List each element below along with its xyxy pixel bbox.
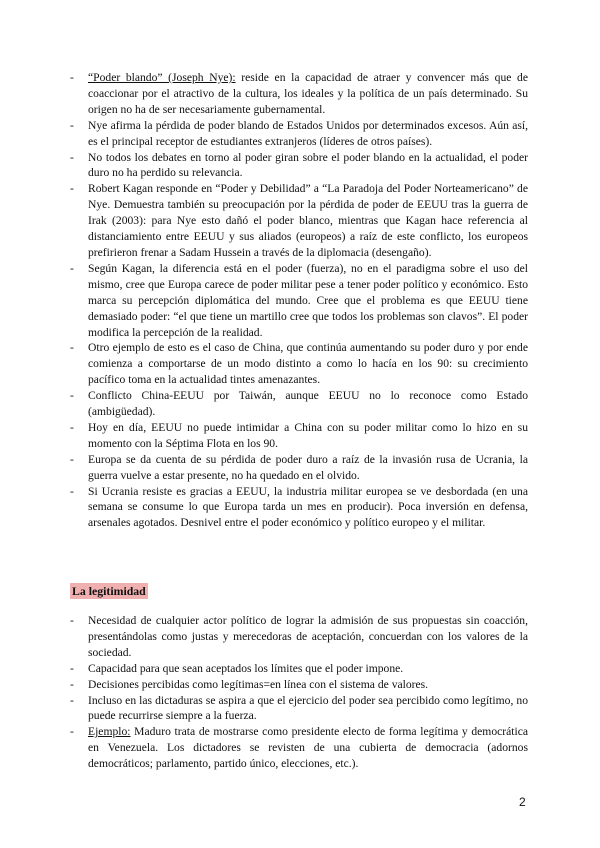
bullet-list-power <box>70 70 528 531</box>
section-heading-legitimidad: La legitimidad <box>72 584 146 598</box>
page-number: 2 <box>519 795 526 809</box>
list-item <box>70 724 528 772</box>
list-item <box>70 420 528 452</box>
item-text: Maduro trata de mostrarse como presidente electo de forma legítima y democrática en Venezuela. Los dictadores se revisten de una cubierta de democracia (adornos democráticos; parlamento, partido único, elecciones, etc.). <box>88 725 528 771</box>
list-item <box>70 340 528 388</box>
list-item <box>70 484 528 532</box>
item-text: Según Kagan, la diferencia está en el poder (fuerza), no en el paradigma sobre el uso del mismo, cree que Europa carece de poder militar pese a tener poder político y económico. Esto marca su percepción diplomática del mundo. Cree que el problema es que EEUU tiene demasiado poder: “el que tiene un martillo cree que todos los problemas son clavos”. El poder modifica la percepción de la realidad. <box>88 261 528 339</box>
list-item <box>70 261 528 341</box>
dash-bullet-icon: - <box>70 150 74 164</box>
dash-bullet-icon: - <box>70 389 74 403</box>
dash-bullet-icon: - <box>70 452 74 466</box>
dash-bullet-icon: - <box>70 420 74 434</box>
item-text: Decisiones percibidas como legítimas=en línea con el sistema de valores. <box>88 677 429 691</box>
item-text: Capacidad para que sean aceptados los límites que el poder impone. <box>88 661 404 675</box>
item-text: Hoy en día, EEUU no puede intimidar a China con su poder militar como lo hizo en su momento con la Séptima Flota en los 90. <box>88 420 528 450</box>
dash-bullet-icon: - <box>70 484 74 498</box>
dash-bullet-icon: - <box>70 261 74 275</box>
dash-bullet-icon: - <box>70 341 74 355</box>
item-lead: Ejemplo: <box>88 725 131 739</box>
item-text: Europa se da cuenta de su pérdida de poder duro a raíz de la invasión rusa de Ucrania, la guerra vuelve a estar presente, no ha quedado en el olvido. <box>88 452 528 482</box>
list-item <box>70 661 528 677</box>
list-item <box>70 70 528 118</box>
list-item <box>70 388 528 420</box>
list-item <box>70 150 528 182</box>
item-text: Conflicto China-EEUU por Taiwán, aunque EEUU no lo reconoce como Estado (ambigüedad). <box>88 389 528 419</box>
dash-bullet-icon: - <box>70 725 74 739</box>
dash-bullet-icon: - <box>70 71 74 84</box>
item-text: No todos los debates en torno al poder giran sobre el poder blando en la actualidad, el poder duro no ha perdido su relevancia. <box>88 150 528 180</box>
list-item <box>70 613 528 661</box>
item-text: Robert Kagan responde en “Poder y Debilidad” a “La Paradoja del Poder Norteamericano” de Nye. Demuestra también su preocupación por la pérdida de poder de EEUU tras la guerra de Irak (2003): para Nye esto dañó el poder blanco, mientras que Kagan hace referencia al distanciamiento entre EEUU y sus aliados (europeos) a raíz de este conflicto, los europeos prefirieron frenar a Sadam Hussein a través de la diplomacia (desengaño). <box>88 182 528 259</box>
dash-bullet-icon: - <box>70 677 74 691</box>
dash-bullet-icon: - <box>70 118 74 132</box>
item-text: Nye afirma la pérdida de poder blando de Estados Unidos por determinados excesos. Aún así, es el principal receptor de estudiantes extranjeros (líderes de otros países). <box>88 118 528 148</box>
dash-bullet-icon: - <box>70 182 74 196</box>
dash-bullet-icon: - <box>70 661 74 675</box>
list-item <box>70 181 528 261</box>
item-text: Otro ejemplo de esto es el caso de China, que continúa aumentando su poder duro y por ende comienza a comportarse de un modo distinto a como lo hacía en los 90: su crecimiento pacífico toma en la actualidad tintes amenazantes. <box>88 341 528 387</box>
list-item <box>70 452 528 484</box>
dash-bullet-icon: - <box>70 693 74 707</box>
dash-bullet-icon: - <box>70 614 74 627</box>
item-lead: “Poder blando” (Joseph Nye): <box>88 71 236 84</box>
item-text: Incluso en las dictaduras se aspira a que el ejercicio del poder sea percibido como legítimo, no puede recurrirse siempre a la fuerza. <box>88 693 528 723</box>
item-text: Si Ucrania resiste es gracias a EEUU, la industria militar europea se ve desbordada (en una semana se consume lo que Europa tarda un mes en producir). Poca inversión en defensa, arsenales agotados. Desnivel entre el poder económico y político europeo y el militar. <box>88 484 528 530</box>
list-item <box>70 118 528 150</box>
item-text: reside en la capacidad de atraer y convencer más que de coaccionar por el atractivo de la cultura, los ideales y la política de un país determinado. Su origen no ha de ser necesariamente gubernamental. <box>88 71 528 116</box>
item-text: Necesidad de cualquier actor político de lograr la admisión de sus propuestas sin coacción, presentándolas como justas y merecedoras de aceptación, concuerdan con los valores de la sociedad. <box>88 614 528 659</box>
list-item <box>70 677 528 693</box>
list-item <box>70 693 528 725</box>
bullet-list-legitimacy <box>70 613 528 772</box>
